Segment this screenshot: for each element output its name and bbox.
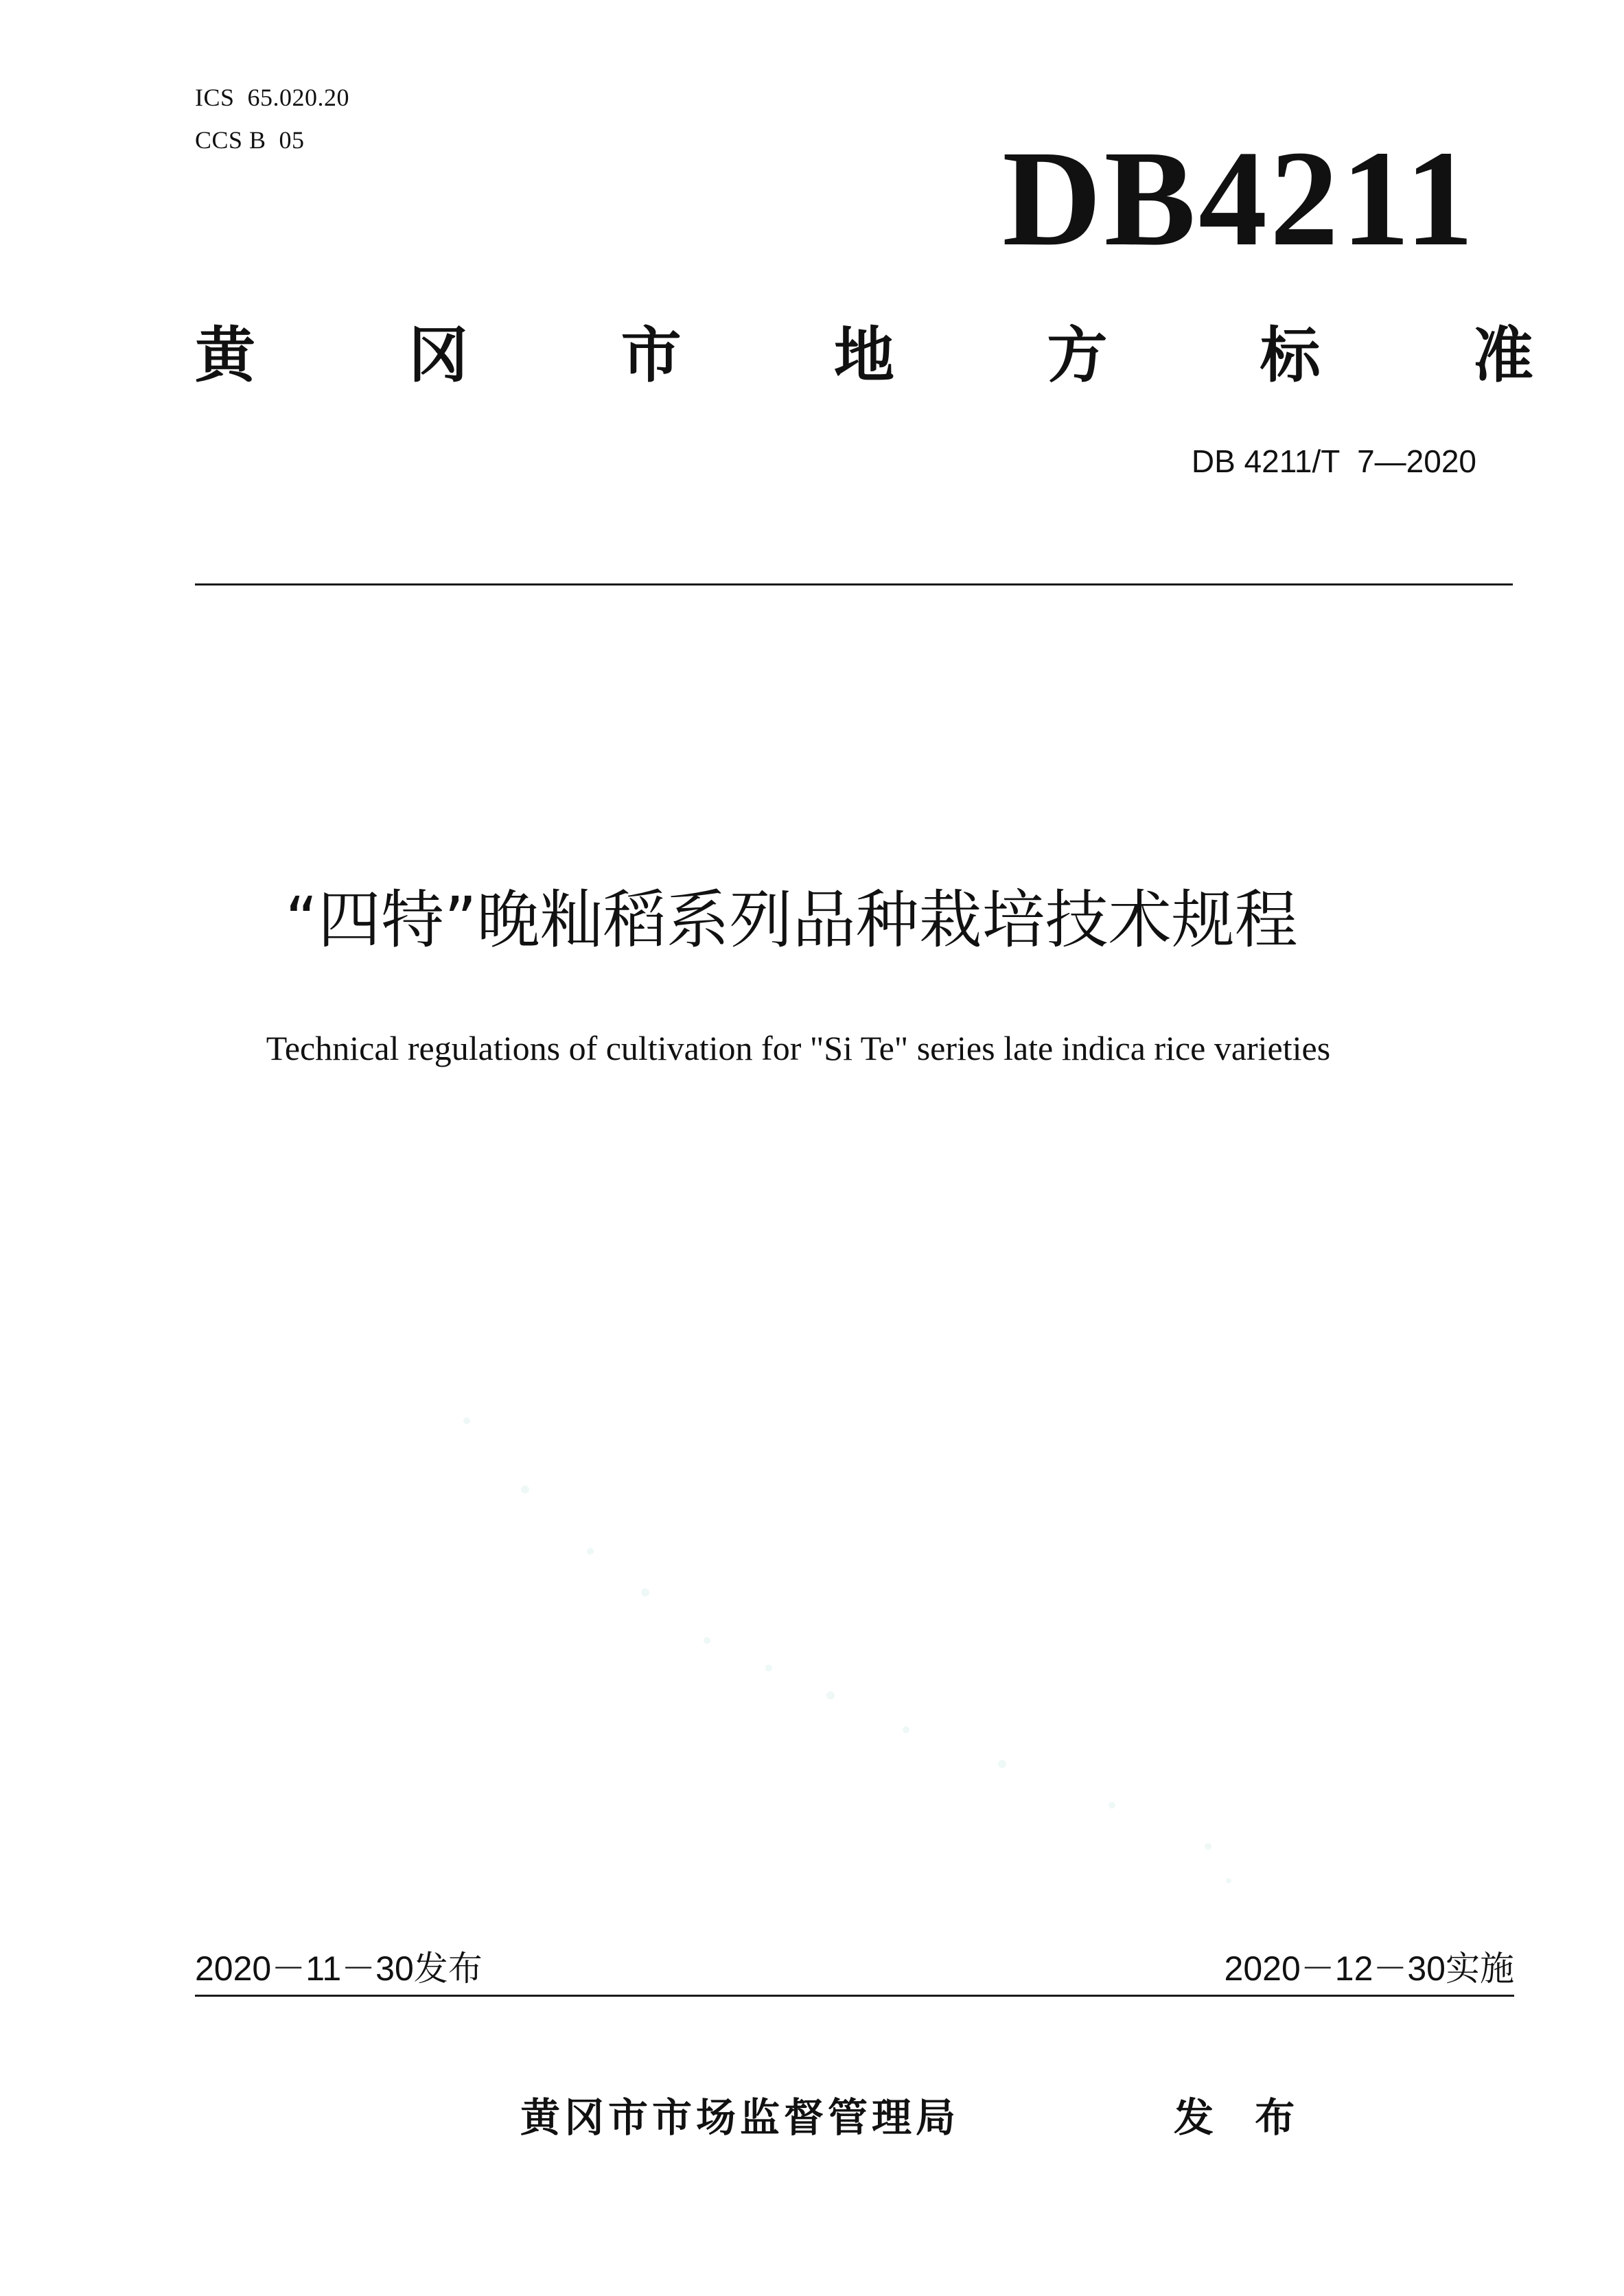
issuing-authority: 黄冈市市场监督管理局 xyxy=(520,2094,960,2141)
standard-code-logo: DB4211 xyxy=(1002,123,1476,275)
standard-type-char: 方 xyxy=(1047,320,1108,391)
implementation-date xyxy=(1225,1948,1514,1989)
english-title: Technical regulations of cultivation for "Si Te" series late indica rice varieties xyxy=(266,1029,1331,1067)
standard-type-char: 标 xyxy=(1260,320,1321,391)
faint-watermark xyxy=(384,1407,1277,1888)
issuing-action: 发 布 xyxy=(1174,2094,1309,2141)
implementation-date-value: 2020－12－30 xyxy=(1224,1949,1446,1988)
issue-date xyxy=(195,1948,483,1989)
standard-number: DB 4211/T 7—2020 xyxy=(1191,443,1476,479)
top-divider xyxy=(195,583,1513,585)
ccs-code: CCS B 05 xyxy=(195,126,305,154)
issue-date-value: 2020－11－30 xyxy=(195,1949,414,1988)
standard-type-char: 市 xyxy=(620,320,682,391)
standard-type-char: 准 xyxy=(1472,320,1533,391)
issue-date-label: 发布 xyxy=(413,1949,483,1988)
chinese-title: “四特”晚籼稻系列品种栽培技术规程 xyxy=(285,883,1298,957)
standard-type-heading xyxy=(195,321,1533,390)
standard-type-char: 地 xyxy=(833,320,894,391)
standard-type-char: 冈 xyxy=(408,320,469,391)
implementation-date-label: 实施 xyxy=(1446,1949,1514,1988)
ics-code: ICS 65.020.20 xyxy=(195,84,350,111)
bottom-divider xyxy=(195,1995,1514,1997)
standard-type-char: 黄 xyxy=(195,320,256,391)
